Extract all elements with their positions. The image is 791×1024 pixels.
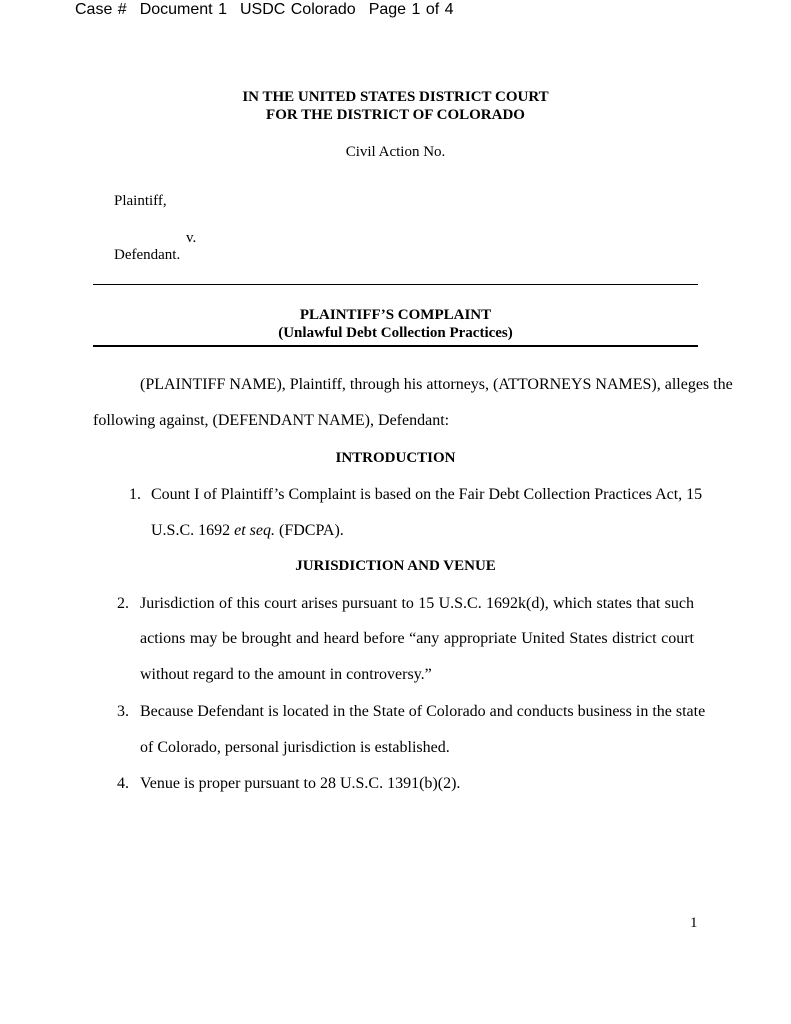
citation-italic: et seq. [234,522,275,539]
court-name-line2: FOR THE DISTRICT OF COLORADO [266,107,525,123]
versus-label: v. [186,230,197,246]
complaint-subtitle: (Unlawful Debt Collection Practices) [278,325,513,341]
paragraph-1-line2 [151,522,344,540]
court-name-line1: IN THE UNITED STATES DISTRICT COURT [242,89,549,105]
section-heading-jurisdiction: JURISDICTION AND VENUE [295,558,496,574]
title-divider [93,345,698,347]
paragraph-1-line1: Count I of Plaintiff’s Complaint is based on the Fair Debt Collection Practices Act, 15 [151,486,703,503]
citation-text: U.S.C. 1692 [151,522,235,539]
caption-divider [93,284,698,285]
intro-paragraph-line2: following against, (DEFENDANT NAME), Defendant: [93,412,450,429]
paragraph-4-line1: Venue is proper pursuant to 28 U.S.C. 1391(b)(2). [140,775,461,792]
header-document: Document 1 [139,1,227,18]
paragraph-number: 2. [117,595,129,612]
header-court: USDC Colorado [239,1,356,18]
paragraph-3-line1: Because Defendant is located in the State of Colorado and conducts business in the state [140,703,706,720]
complaint-title: PLAINTIFF’S COMPLAINT [299,307,492,323]
defendant-label: Defendant. [114,247,181,263]
civil-action-number: Civil Action No. [345,144,446,160]
section-heading-introduction: INTRODUCTION [335,450,456,466]
header-page: Page 1 of 4 [368,1,454,18]
paragraph-2-line2: actions may be brought and heard before “any appropriate United States district court [140,630,694,647]
paragraph-number: 4. [117,775,129,792]
ecf-header [75,1,454,19]
plaintiff-label: Plaintiff, [114,193,167,209]
citation-suffix: (FDCPA). [275,522,344,539]
paragraph-number: 1. [129,486,141,503]
paragraph-2-line1: Jurisdiction of this court arises pursuant to 15 U.S.C. 1692k(d), which states that such [140,595,694,612]
page-number: 1 [690,915,698,931]
paragraph-2-line3: without regard to the amount in controversy.” [140,666,432,683]
header-case: Case # [75,1,127,18]
paragraph-number: 3. [117,703,129,720]
paragraph-3-line2: of Colorado, personal jurisdiction is established. [140,739,450,756]
intro-paragraph-line1: (PLAINTIFF NAME), Plaintiff, through his attorneys, (ATTORNEYS NAMES), alleges the [140,376,733,393]
